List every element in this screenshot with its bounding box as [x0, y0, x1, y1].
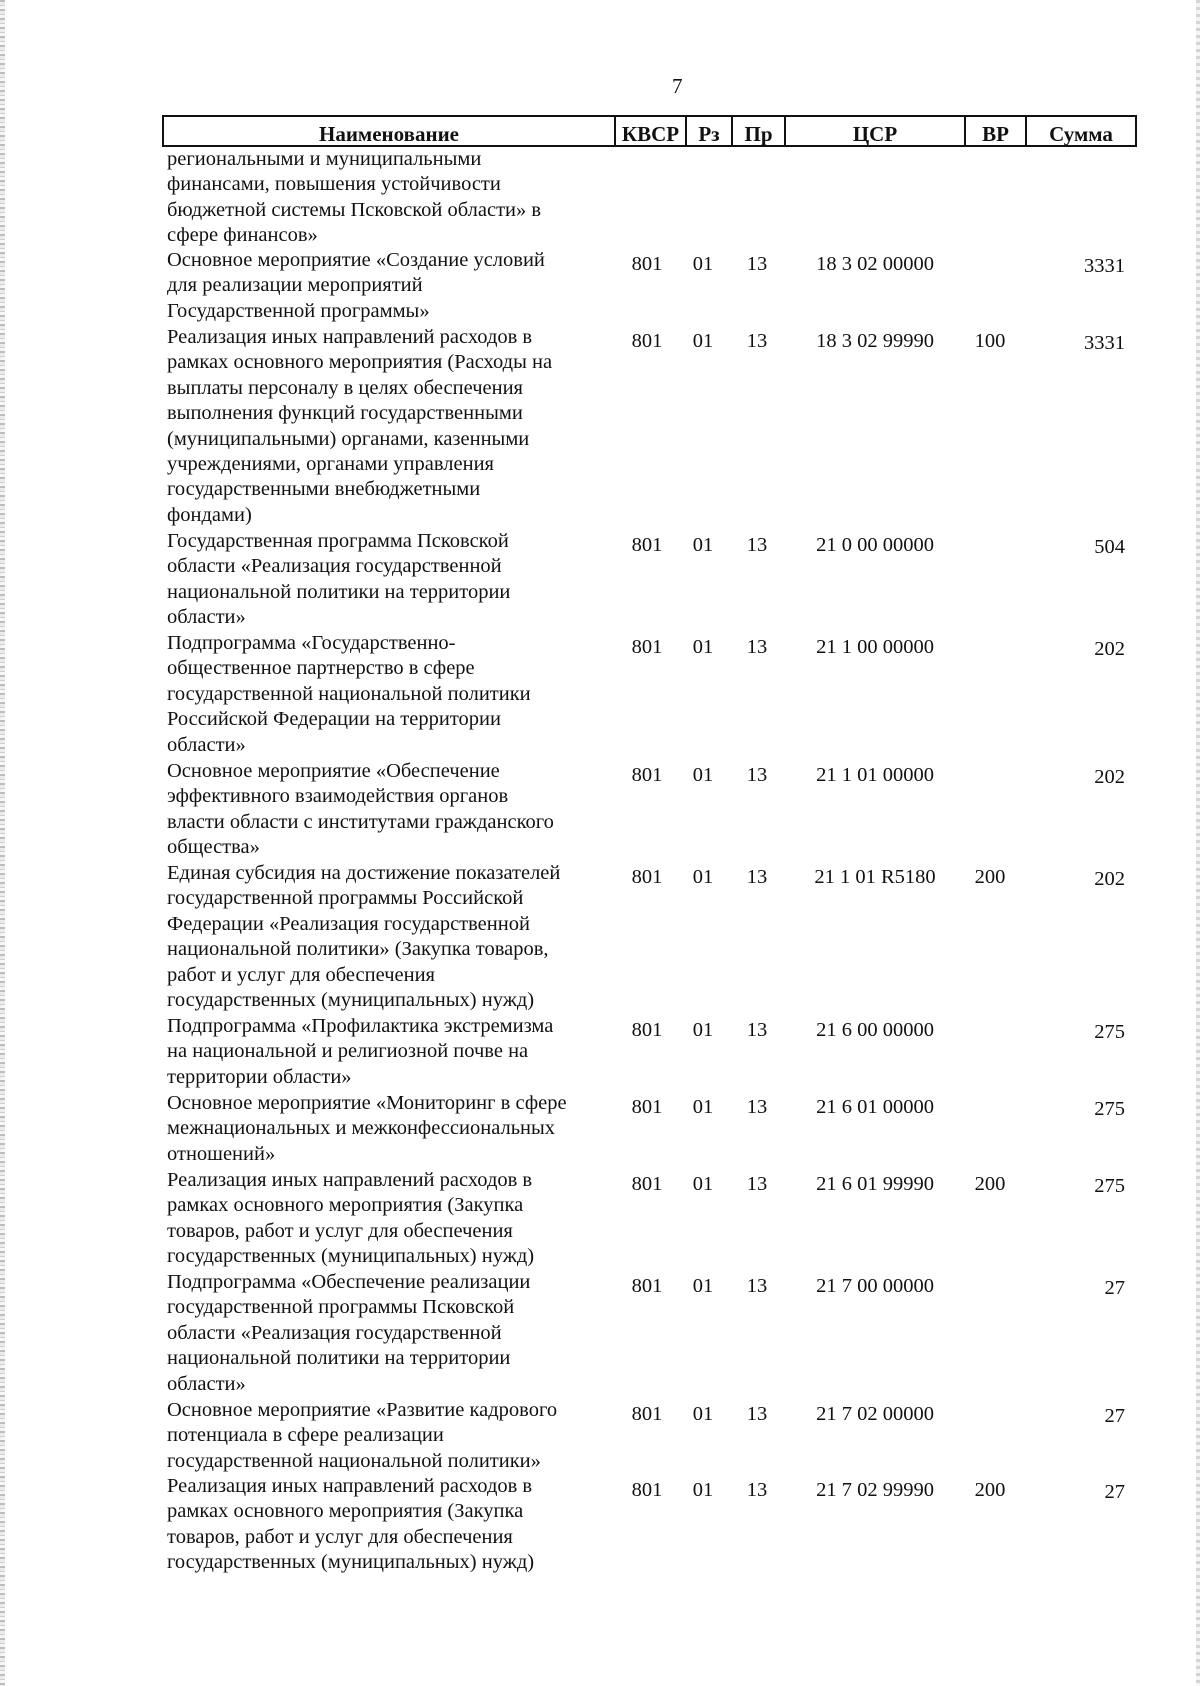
- row-pr: 13: [746, 330, 768, 352]
- row-kvsr: 801: [631, 1096, 663, 1118]
- header-kvsr: КВСР: [621, 122, 680, 146]
- row-name: Реализация иных направлений расходов в рамках основного мероприятия (Закупка товаров, работ и услуг для обеспечения государственных (муниципальных) нужд): [167, 1169, 535, 1268]
- row-name: Государственная программа Псковской области «Реализация государственной национальной политики на территории области»: [167, 530, 511, 629]
- row-pr: 13: [746, 534, 768, 556]
- row-csr: 21 7 00 00000: [816, 1275, 934, 1297]
- row-kvsr: 801: [631, 534, 663, 556]
- row-name: Основное мероприятие «Создание условий для реализации мероприятий Государственной программы»: [167, 249, 545, 322]
- row-vr: 200: [974, 1173, 1006, 1195]
- row-pr: 13: [746, 1403, 768, 1425]
- scan-edge-left: [0, 0, 5, 1686]
- row-csr: 21 7 02 99990: [816, 1479, 934, 1501]
- row-csr: 21 1 01 00000: [816, 764, 934, 786]
- row-rz: 01: [692, 330, 714, 352]
- row-kvsr: 801: [631, 866, 663, 888]
- row-pr: 13: [746, 1019, 768, 1041]
- scan-edge-right: [1196, 0, 1200, 1686]
- row-name: Подпрограмма «Профилактика экстремизма на национальной и религиозной почве на территории области»: [167, 1015, 554, 1088]
- row-rz: 01: [692, 636, 714, 658]
- row-rz: 01: [692, 1173, 714, 1195]
- row-kvsr: 801: [631, 1019, 663, 1041]
- row-rz: 01: [692, 1019, 714, 1041]
- row-kvsr: 801: [631, 764, 663, 786]
- row-kvsr: 801: [631, 1275, 663, 1297]
- row-csr: 21 6 00 00000: [816, 1019, 934, 1041]
- row-sum: 202: [1094, 766, 1125, 788]
- row-sum: 3331: [1084, 332, 1125, 354]
- row-name: региональными и муниципальными финансами, повышения устойчивости бюджетной системы Псковской области» в сфере финансов»: [167, 148, 542, 247]
- row-name: Подпрограмма «Государственно- общественное партнерство в сфере государственной национальной политики Российской Федерации на территории области»: [167, 632, 531, 756]
- row-pr: 13: [746, 764, 768, 786]
- row-rz: 01: [692, 1479, 714, 1501]
- row-sum: 275: [1094, 1175, 1125, 1197]
- row-csr: 21 7 02 00000: [816, 1403, 934, 1425]
- table-header: [162, 115, 1137, 147]
- row-sum: 202: [1094, 868, 1125, 890]
- row-pr: 13: [746, 866, 768, 888]
- row-rz: 01: [692, 534, 714, 556]
- row-rz: 01: [692, 764, 714, 786]
- header-pr: Пр: [744, 122, 773, 146]
- row-sum: 202: [1094, 638, 1125, 660]
- row-name: Основное мероприятие «Обеспечение эффективного взаимодействия органов власти области с институтами гражданского общества»: [167, 760, 554, 859]
- row-pr: 13: [746, 1479, 768, 1501]
- row-rz: 01: [692, 1275, 714, 1297]
- row-csr: 18 3 02 00000: [816, 253, 934, 275]
- row-sum: 504: [1094, 536, 1125, 558]
- row-sum: 275: [1094, 1021, 1125, 1043]
- header-csr: ЦСР: [852, 122, 898, 146]
- row-sum: 3331: [1084, 255, 1125, 277]
- row-pr: 13: [746, 253, 768, 275]
- row-rz: 01: [692, 253, 714, 275]
- row-csr: 21 1 01 R5180: [814, 866, 936, 888]
- row-rz: 01: [692, 1096, 714, 1118]
- row-sum: 27: [1104, 1405, 1125, 1427]
- row-pr: 13: [746, 636, 768, 658]
- row-csr: 21 1 00 00000: [816, 636, 934, 658]
- header-sum: Сумма: [1049, 122, 1113, 146]
- row-kvsr: 801: [631, 1403, 663, 1425]
- row-csr: 21 6 01 00000: [816, 1096, 934, 1118]
- row-csr: 21 6 01 99990: [816, 1173, 934, 1195]
- row-sum: 27: [1104, 1481, 1125, 1503]
- page-number: 7: [672, 74, 683, 98]
- row-pr: 13: [746, 1275, 768, 1297]
- row-pr: 13: [746, 1096, 768, 1118]
- row-vr: 200: [974, 1479, 1006, 1501]
- row-name: Подпрограмма «Обеспечение реализации государственной программы Псковской области «Реализация государственной национальной политики на территории области»: [167, 1271, 531, 1395]
- row-name: Основное мероприятие «Развитие кадрового потенциала в сфере реализации государственной национальной политики»: [167, 1399, 558, 1472]
- row-rz: 01: [692, 866, 714, 888]
- row-kvsr: 801: [631, 1173, 663, 1195]
- row-csr: 18 3 02 99990: [816, 330, 934, 352]
- row-name: Единая субсидия на достижение показателей государственной программы Российской Федерации «Реализация государственной национальной политики» (Закупка товаров, работ и услуг для обеспечения государственных (муниципальных) нужд): [167, 862, 561, 1012]
- header-rz: Рз: [698, 122, 720, 146]
- header-vr: ВР: [982, 122, 1009, 146]
- row-vr: 200: [974, 866, 1006, 888]
- row-kvsr: 801: [631, 1479, 663, 1501]
- row-kvsr: 801: [631, 253, 663, 275]
- row-name: Реализация иных направлений расходов в рамках основного мероприятия (Закупка товаров, работ и услуг для обеспечения государственных (муниципальных) нужд): [167, 1475, 535, 1574]
- row-rz: 01: [692, 1403, 714, 1425]
- row-sum: 27: [1104, 1277, 1125, 1299]
- row-csr: 21 0 00 00000: [816, 534, 934, 556]
- row-sum: 275: [1094, 1098, 1125, 1120]
- row-kvsr: 801: [631, 636, 663, 658]
- row-name: Реализация иных направлений расходов в рамках основного мероприятия (Расходы на выплаты персоналу в целях обеспечения выполнения функций государственными (муниципальными) органами, казенными учреждениями, органами управления государственными внебюджетными фондами): [167, 326, 553, 526]
- row-name: Основное мероприятие «Мониторинг в сфере межнациональных и межконфессиональных отношений»: [167, 1092, 567, 1165]
- header-name: Наименование: [319, 122, 459, 146]
- row-kvsr: 801: [631, 330, 663, 352]
- row-vr: 100: [974, 330, 1006, 352]
- row-pr: 13: [746, 1173, 768, 1195]
